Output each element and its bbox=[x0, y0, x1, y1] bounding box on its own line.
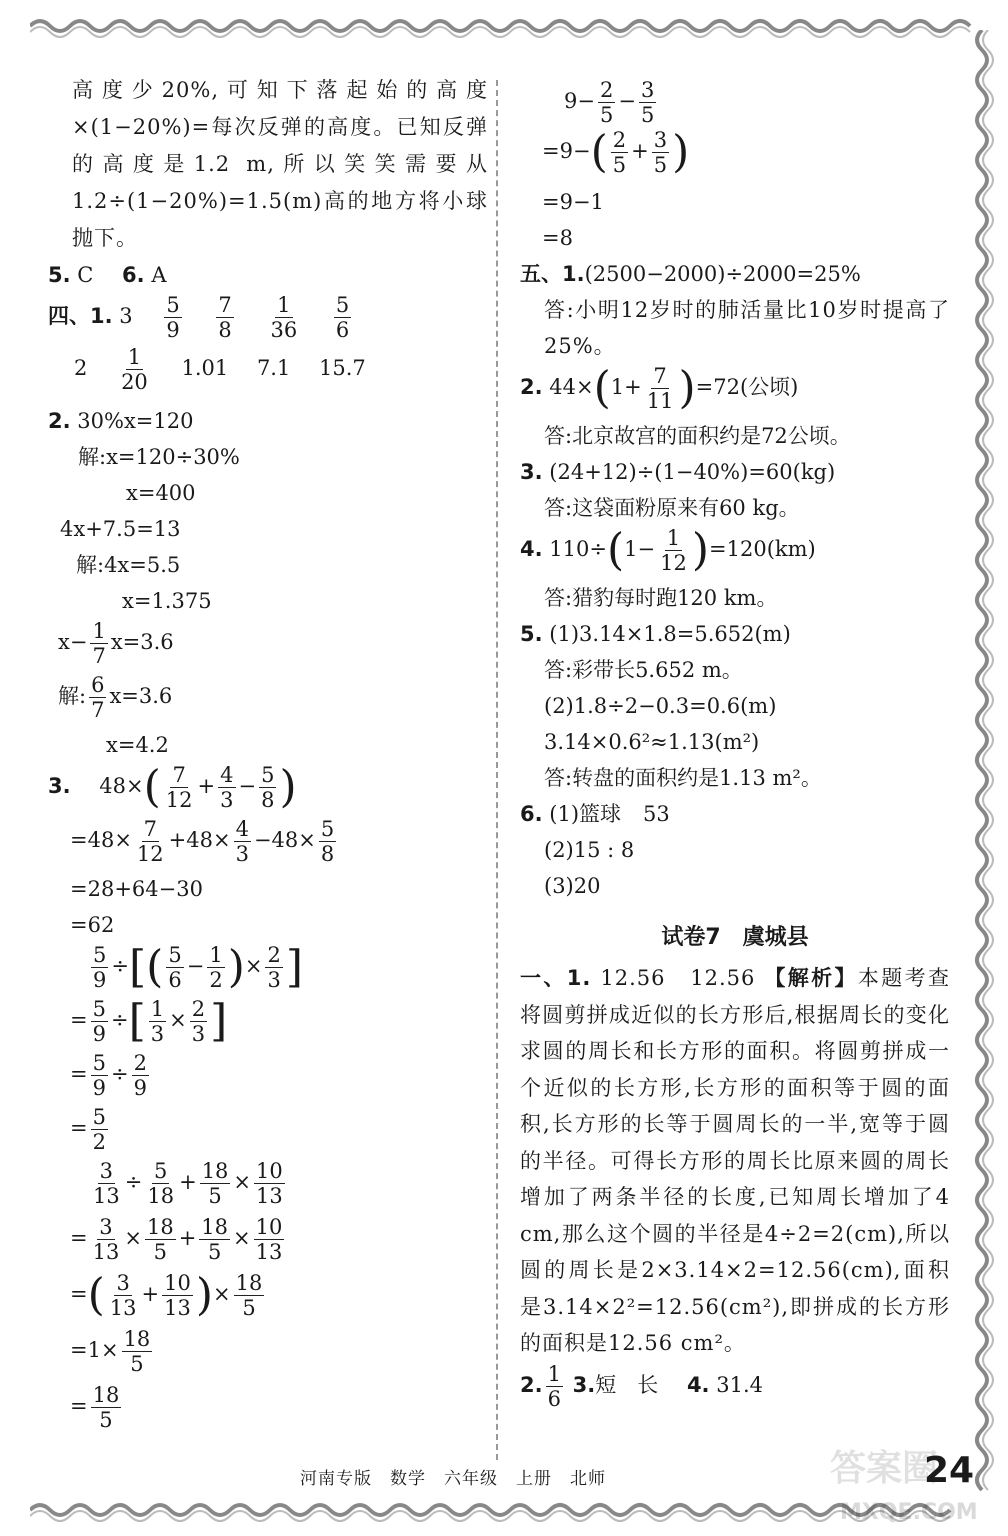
answers-5-6 bbox=[48, 257, 488, 293]
equation: (2500−2000)÷2000=25% bbox=[584, 262, 861, 286]
equation: (1)3.14×1.8=5.652(m) bbox=[549, 622, 791, 646]
den: 13 bbox=[256, 1184, 283, 1208]
num: 7 bbox=[143, 817, 157, 841]
num: 2 bbox=[612, 128, 627, 152]
num: 5 bbox=[92, 1105, 106, 1129]
den: 9 bbox=[93, 968, 107, 992]
fraction bbox=[234, 817, 251, 866]
section-1-label: 一、1. bbox=[520, 966, 592, 990]
num: 5 bbox=[92, 997, 106, 1021]
text: 44× bbox=[549, 375, 594, 399]
section-4-row1 bbox=[48, 293, 488, 345]
fraction bbox=[145, 1159, 176, 1208]
fraction bbox=[218, 763, 235, 812]
q-number: 3. bbox=[520, 460, 543, 484]
den: 12 bbox=[660, 551, 687, 575]
text: 53 bbox=[643, 802, 670, 826]
fraction bbox=[122, 1327, 153, 1376]
s5-q1-answer: 答:小明12岁时的肺活量比10岁时提高了25%。 bbox=[544, 298, 950, 358]
den: 13 bbox=[255, 1240, 283, 1264]
den: 7 bbox=[92, 644, 106, 668]
num: 3 bbox=[99, 1159, 114, 1183]
den: 3 bbox=[191, 1022, 206, 1046]
q3-calc3-line2: = $\frac{3}{13}$ × $\frac{18}{5}$ + $\frac{18}{5}$ × $\frac{10}{13}$ bbox=[70, 1215, 283, 1264]
watermark-url: MXQE.COM bbox=[840, 1500, 978, 1525]
num: 5 bbox=[168, 943, 182, 967]
den: 5 bbox=[99, 1408, 113, 1432]
num: 3 bbox=[653, 128, 668, 152]
text: 短 长 bbox=[595, 1372, 659, 1397]
fraction bbox=[145, 1215, 176, 1264]
q6-number: 6. bbox=[122, 263, 145, 287]
value: 1.01 bbox=[181, 356, 229, 380]
q-number: 5. bbox=[520, 622, 543, 646]
num: 1 bbox=[150, 997, 165, 1021]
fraction bbox=[149, 997, 166, 1046]
section-4-row2 bbox=[48, 345, 488, 403]
num: 4 bbox=[220, 763, 234, 787]
fraction bbox=[135, 817, 166, 866]
fraction bbox=[200, 1159, 231, 1208]
text: 110÷ bbox=[549, 537, 607, 561]
den: 5 bbox=[599, 103, 614, 127]
text: 31.4 bbox=[716, 1372, 763, 1397]
den: 5 bbox=[153, 1240, 167, 1264]
den: 9 bbox=[133, 1076, 147, 1100]
text: =120(km) bbox=[709, 537, 816, 561]
num: 2 bbox=[133, 1051, 147, 1075]
den: 6 bbox=[547, 1386, 561, 1411]
num: 2 bbox=[599, 78, 614, 102]
den: 9 bbox=[166, 318, 180, 342]
num: 5 bbox=[92, 1051, 106, 1075]
q-number: 3. bbox=[572, 1372, 596, 1397]
s5-q5 bbox=[520, 616, 950, 652]
q-number: 4. bbox=[686, 1372, 710, 1397]
den: 12 bbox=[165, 788, 193, 812]
den: 2 bbox=[209, 968, 223, 992]
q2-line9: x=4.2 bbox=[106, 733, 169, 757]
num: 3 bbox=[116, 1271, 130, 1295]
fraction bbox=[334, 293, 351, 342]
section-1-explanation bbox=[520, 960, 950, 1362]
fraction bbox=[216, 293, 233, 342]
s5-q6b: (2)15 : 8 bbox=[544, 838, 635, 862]
num: 1 bbox=[547, 1361, 561, 1386]
decorative-border-right bbox=[960, 30, 1000, 1500]
num: 5 bbox=[166, 293, 180, 317]
den: 3 bbox=[235, 842, 249, 866]
calc4-line4: =8 bbox=[542, 226, 573, 250]
num: 2 bbox=[191, 997, 206, 1021]
fraction bbox=[91, 943, 108, 992]
num: 7 bbox=[653, 364, 667, 388]
q2-line4: 4x+7.5=13 bbox=[60, 517, 181, 541]
den: 8 bbox=[320, 842, 335, 866]
q-number: 2. bbox=[520, 375, 543, 399]
s5-q4: 4. 110÷(1− $\frac{1}{12}$ )=120(km) bbox=[520, 524, 816, 576]
den: 13 bbox=[164, 1296, 191, 1320]
den: 5 bbox=[242, 1296, 256, 1320]
s5-q1 bbox=[520, 256, 950, 292]
den: 12 bbox=[136, 842, 164, 866]
analysis-tag: 【解析】 bbox=[764, 966, 858, 990]
den: 20 bbox=[121, 370, 148, 394]
q2-line6: x=1.375 bbox=[122, 589, 212, 613]
q3-line3: =28+64−30 bbox=[70, 877, 203, 901]
fraction bbox=[164, 763, 195, 812]
fraction bbox=[254, 1215, 285, 1264]
fraction bbox=[91, 1051, 108, 1100]
fraction bbox=[234, 1271, 265, 1320]
den: 5 bbox=[612, 153, 627, 177]
fraction bbox=[132, 1051, 149, 1100]
num: 18 bbox=[146, 1215, 174, 1239]
num: 3 bbox=[640, 78, 655, 102]
text: x=3.6 bbox=[110, 630, 174, 654]
fraction bbox=[199, 1215, 230, 1264]
q3-line2 bbox=[48, 817, 488, 871]
q2-line3: x=400 bbox=[126, 481, 196, 505]
num: 5 bbox=[154, 1159, 168, 1183]
intro-paragraph: 高度少20%,可知下落起始的高度×(1−20%)=每次反弹的高度。已知反弹的高度是1.2 m,所以笑笑需要从1.2÷(1−20%)=1.5(m)高的地方将小球抛下。 bbox=[72, 78, 488, 250]
last-answers-row bbox=[520, 1362, 950, 1416]
calc4-line2: =9−( $\frac{2}{5}$ + $\frac{3}{5}$ ) bbox=[542, 126, 690, 178]
value: 15.7 bbox=[319, 356, 366, 380]
den: 36 bbox=[270, 318, 298, 342]
fraction bbox=[164, 293, 181, 342]
s5-q5-answer-a: 答:彩带长5.652 m。 bbox=[544, 658, 743, 682]
den: 9 bbox=[92, 1076, 106, 1100]
q2-line5: 解:4x=5.5 bbox=[76, 553, 181, 577]
right-column bbox=[520, 78, 950, 1416]
q3-calc3-line4 bbox=[48, 1327, 488, 1383]
text: −48× bbox=[253, 828, 316, 852]
den: 5 bbox=[130, 1352, 144, 1376]
text: +48× bbox=[168, 828, 231, 852]
fraction bbox=[207, 943, 224, 992]
num: 7 bbox=[218, 293, 232, 317]
q-number: 4. bbox=[520, 537, 543, 561]
page-number: 24 bbox=[924, 1450, 975, 1491]
s5-q3 bbox=[520, 454, 950, 490]
num: 5 bbox=[261, 763, 275, 787]
num: 1 bbox=[666, 526, 681, 550]
q2-line8 bbox=[48, 673, 488, 727]
den: 5 bbox=[208, 1184, 222, 1208]
q2-number: 2. bbox=[48, 409, 71, 433]
num: 2 bbox=[267, 943, 281, 967]
equation: (24+12)÷(1−40%)=60(kg) bbox=[549, 460, 836, 484]
section-5-label: 五、1. bbox=[520, 262, 585, 286]
q5-answer: C bbox=[77, 263, 94, 287]
q3-calc2-line4: = $\frac{5}{2}$ bbox=[70, 1105, 106, 1154]
den: 5 bbox=[640, 103, 655, 127]
fraction bbox=[645, 364, 676, 413]
den: 5 bbox=[207, 1240, 222, 1264]
q3-calc3-line3: =( $\frac{3}{13}$ + $\frac{10}{13}$ )× $\frac{18}{5}$ bbox=[70, 1269, 263, 1321]
num: 1 bbox=[277, 293, 291, 317]
den: 3 bbox=[150, 1022, 165, 1046]
text: =1× bbox=[70, 1338, 119, 1362]
den: 11 bbox=[646, 389, 674, 413]
den: 8 bbox=[261, 788, 275, 812]
num: 10 bbox=[164, 1271, 191, 1295]
s5-q5-part2b: 3.14×0.6²≈1.13(m²) bbox=[544, 730, 760, 754]
num: 6 bbox=[91, 673, 105, 697]
s5-q5-part2: (2)1.8÷2−0.3=0.6(m) bbox=[544, 694, 777, 718]
column-divider bbox=[496, 80, 498, 1460]
fraction bbox=[166, 943, 183, 992]
q3-calc2-line3: = $\frac{5}{9}$ ÷ $\frac{2}{9}$ bbox=[70, 1051, 147, 1100]
num: 7 bbox=[172, 763, 186, 787]
s5-q6a bbox=[520, 796, 950, 832]
den: 7 bbox=[91, 698, 105, 722]
footer-info: 河南专版 数学 六年级 上册 北师 bbox=[300, 1469, 606, 1489]
text: =72(公顷) bbox=[695, 375, 799, 399]
fraction bbox=[90, 619, 107, 668]
fraction bbox=[91, 1215, 122, 1264]
fraction bbox=[91, 1159, 122, 1208]
text: 48× bbox=[99, 774, 144, 798]
q2-line2: 解:x=120÷30% bbox=[78, 445, 240, 469]
fraction bbox=[91, 1105, 108, 1154]
q2-line1 bbox=[48, 403, 488, 439]
fraction bbox=[190, 997, 207, 1046]
num: 18 bbox=[123, 1327, 151, 1351]
fraction bbox=[611, 128, 628, 177]
num: 18 bbox=[235, 1271, 263, 1295]
num: 5 bbox=[93, 943, 107, 967]
s5-q2: 2. 44×(1+ $\frac{7}{11}$ )=72(公顷) bbox=[520, 362, 799, 414]
den: 13 bbox=[93, 1184, 120, 1208]
text: 9− bbox=[564, 89, 595, 113]
fraction bbox=[108, 1271, 139, 1320]
den: 8 bbox=[218, 318, 232, 342]
text: 12.56 12.56 bbox=[600, 966, 756, 990]
q2-line7 bbox=[48, 619, 488, 673]
fraction bbox=[89, 673, 106, 722]
den: 3 bbox=[267, 968, 281, 992]
num: 4 bbox=[235, 817, 249, 841]
text: x=3.6 bbox=[109, 684, 173, 708]
fraction bbox=[162, 1271, 193, 1320]
den: 18 bbox=[147, 1184, 175, 1208]
q-number: 6. bbox=[520, 802, 543, 826]
text: (1)篮球 bbox=[549, 802, 622, 826]
value: 3 bbox=[119, 304, 133, 328]
fraction bbox=[598, 78, 615, 127]
q3-calc3-line5: = $\frac{18}{5}$ bbox=[70, 1383, 120, 1432]
q3-calc2-line1: $\frac{5}{9}$ ÷[( $\frac{5}{6}$ − $\frac{1}{2}$ )× $\frac{2}{3}$ ] bbox=[93, 941, 304, 993]
value: 7.1 bbox=[256, 356, 291, 380]
num: 18 bbox=[201, 1215, 229, 1239]
fraction bbox=[259, 763, 276, 812]
den: 6 bbox=[168, 968, 182, 992]
calc4-line1: 9− $\frac{2}{5}$ − $\frac{3}{5}$ bbox=[564, 78, 655, 127]
num: 1 bbox=[127, 345, 142, 369]
num: 3 bbox=[99, 1215, 113, 1239]
den: 5 bbox=[653, 153, 668, 177]
den: 13 bbox=[92, 1240, 120, 1264]
q6-answer: A bbox=[151, 263, 167, 287]
num: 5 bbox=[335, 293, 350, 317]
left-column bbox=[48, 72, 488, 1439]
num: 5 bbox=[320, 817, 335, 841]
value: 2 bbox=[74, 356, 88, 380]
s5-q3-answer: 答:这袋面粉原来有60 kg。 bbox=[544, 496, 800, 520]
num: 18 bbox=[201, 1159, 229, 1183]
fraction bbox=[91, 1383, 122, 1432]
q5-number: 5. bbox=[48, 263, 71, 287]
fraction bbox=[91, 997, 108, 1046]
fraction bbox=[265, 943, 282, 992]
q3-line1: 3. 48×( $\frac{7}{12}$ + $\frac{4}{3}$ − $\frac{5}{8}$ ) bbox=[48, 761, 297, 813]
s5-q4-answer: 答:猎豹每时跑120 km。 bbox=[544, 586, 778, 610]
text: x− bbox=[58, 630, 88, 654]
num: 18 bbox=[92, 1383, 120, 1407]
exam-title: 试卷7 虞城县 bbox=[661, 925, 809, 950]
watermark-logo: 答案圈 bbox=[830, 1448, 939, 1489]
equation: 30%x=120 bbox=[77, 409, 194, 433]
calc4-line3: =9−1 bbox=[542, 190, 604, 214]
fraction bbox=[658, 526, 689, 575]
fraction bbox=[652, 128, 669, 177]
decorative-border-bottom bbox=[30, 1498, 960, 1528]
num: 10 bbox=[255, 1215, 283, 1239]
s5-q6c: (3)20 bbox=[544, 874, 601, 898]
den: 2 bbox=[92, 1130, 106, 1154]
num: 10 bbox=[256, 1159, 283, 1183]
text: =48× bbox=[70, 828, 132, 852]
text: 解: bbox=[58, 684, 87, 708]
fraction bbox=[639, 78, 656, 127]
decorative-border-top bbox=[30, 8, 980, 38]
num: 1 bbox=[92, 619, 106, 643]
fraction bbox=[268, 293, 299, 342]
den: 13 bbox=[109, 1296, 137, 1320]
s5-q2-answer: 答:北京故宫的面积约是72公顷。 bbox=[544, 424, 851, 448]
den: 9 bbox=[92, 1022, 106, 1046]
num: 1 bbox=[209, 943, 223, 967]
fraction bbox=[254, 1159, 285, 1208]
q3-calc2-line2: = $\frac{5}{9}$ ÷[ $\frac{1}{3}$ × $\frac{2}{3}$ ] bbox=[70, 995, 228, 1047]
den: 6 bbox=[335, 318, 350, 342]
analysis-text: 本题考查将圆剪拼成近似的长方形后,根据周长的变化求圆的周长和长方形的面积。将圆剪拼成一个近似的长方形,长方形的面积等于圆的面积,长方形的长等于圆周长的一半,宽等于圆的半径。可得长方形的周长比原来圆的周长增加了两条半径的长度,已知周长增加了4 cm,那么这个圆的半径是4÷2=2(cm),所以圆的周长是2×3.14×2=12.56(cm),面积是3.14×2²=12.56(cm²),即拼成的长方形的面积是12.56 cm²。 bbox=[520, 966, 950, 1355]
fraction bbox=[119, 345, 150, 394]
q-number: 2. bbox=[520, 1372, 543, 1397]
text: =9− bbox=[542, 139, 591, 163]
fraction bbox=[546, 1362, 563, 1411]
section-4-label: 四、1. bbox=[48, 304, 113, 328]
s5-q5-answer-b: 答:转盘的面积约是1.13 m²。 bbox=[544, 766, 822, 790]
q3-line4: =62 bbox=[70, 913, 115, 937]
den: 3 bbox=[220, 788, 234, 812]
q3-calc3-line1: $\frac{3}{13}$ ÷ $\frac{5}{18}$ + $\frac{18}{5}$ × $\frac{10}{13}$ bbox=[93, 1159, 283, 1208]
q3-number: 3. bbox=[48, 774, 71, 798]
fraction bbox=[319, 817, 336, 866]
